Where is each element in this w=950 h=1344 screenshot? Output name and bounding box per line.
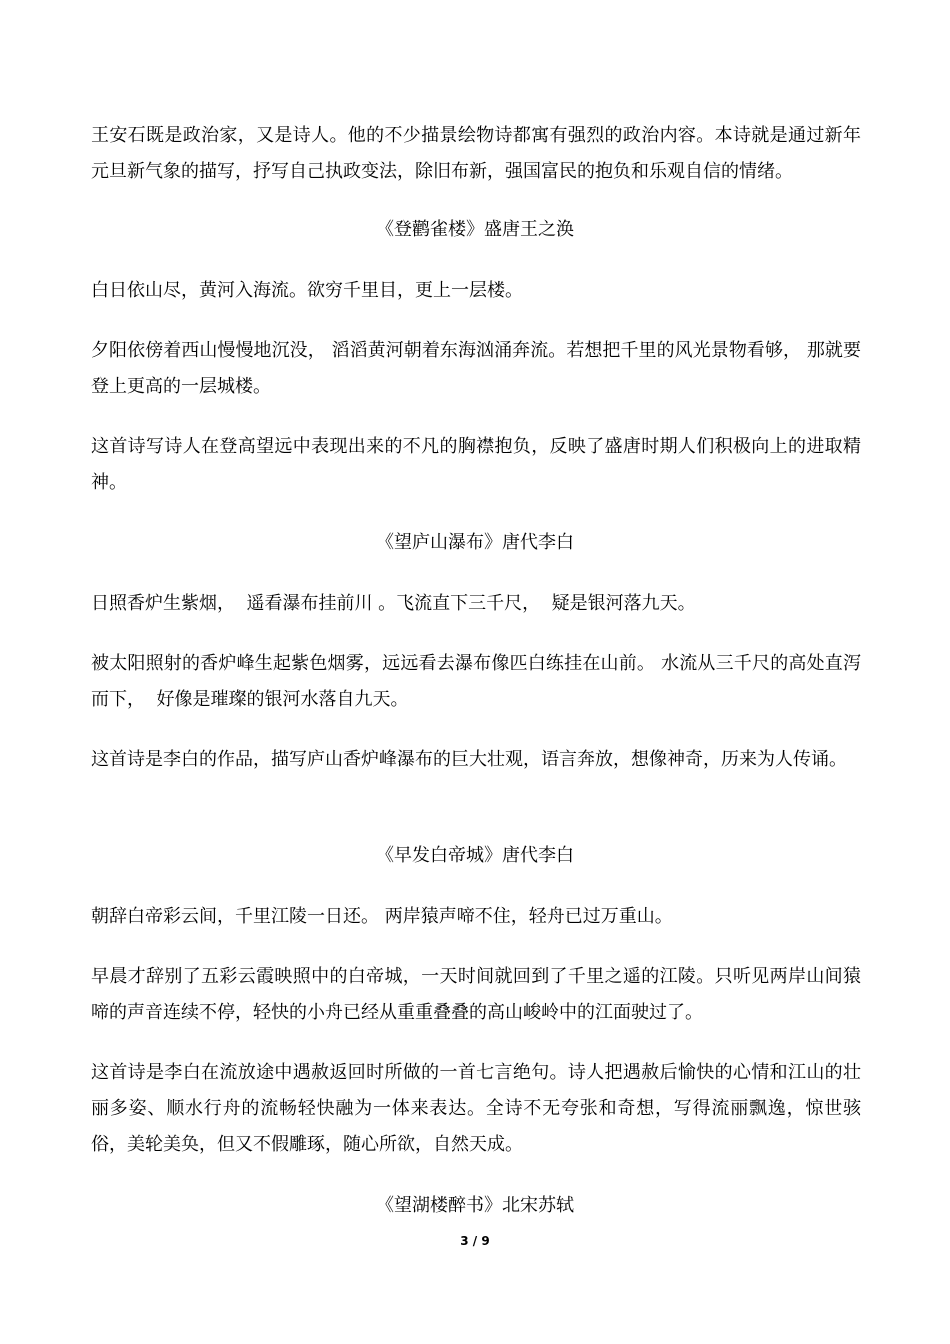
page-number: 3 / 9 [460,1234,490,1248]
poem-text-zao-fa-baidi-cheng: 朝辞白帝彩云间，千里江陵一日还。 两岸猿声啼不住，轻舟已过万重山。 [91,906,673,927]
commentary-deng-guanque-lou: 这首诗写诗人在登高望远中表现出来的不凡的胸襟抱负，反映了盛唐时期人们积极向上的进取精神。 [91,436,861,493]
poem-text-deng-guanque-lou: 白日依山尽，黄河入海流。欲穷千里目，更上一层楼。 [91,280,523,301]
commentary-wang-lushan-pubu: 这首诗是李白的作品，描写庐山香炉峰瀑布的巨大壮观，语言奔放，想像神奇，历来为人传诵。 [91,749,847,770]
poem-title-wang-lushan-pubu: 《望庐山瀑布》唐代李白 [376,532,574,553]
translation-deng-guanque-lou: 夕阳依傍着西山慢慢地沉没， 滔滔黄河朝着东海汹涌奔流。若想把千里的风光景物看够， 那就要登上更高的一层城楼。 [91,340,861,397]
commentary-zao-fa-baidi-cheng: 这首诗是李白在流放途中遇赦返回时所做的一首七言绝句。诗人把遇赦后愉快的心情和江山的壮丽多姿、顺水行舟的流畅轻快融为一体来表达。全诗不无夸张和奇想，写得流丽飘逸，惊世骇俗，美轮美奂，但又不假雕琢，随心所欲，自然天成。 [91,1062,861,1155]
poem-text-wang-lushan-pubu: 日照香炉生紫烟， 遥看瀑布挂前川 。飞流直下三千尺， 疑是银河落九天。 [91,593,696,614]
poem-title-deng-guanque-lou: 《登鹳雀楼》盛唐王之涣 [376,219,574,240]
poem-title-zao-fa-baidi-cheng: 《早发白帝城》唐代李白 [376,845,574,866]
poem-title-wanghu-lou-zuishu: 《望湖楼醉书》北宋苏轼 [376,1195,574,1216]
translation-zao-fa-baidi-cheng: 早晨才辞别了五彩云霞映照中的白帝城，一天时间就回到了千里之遥的江陵。只听见两岸山间猿啼的声音连续不停，轻快的小舟已经从重重叠叠的高山峻岭中的江面驶过了。 [91,966,861,1023]
paragraph-wang-anshi-commentary: 王安石既是政治家，又是诗人。他的不少描景绘物诗都寓有强烈的政治内容。本诗就是通过新年元旦新气象的描写，抒写自己执政变法，除旧布新，强国富民的抱负和乐观自信的情绪。 [91,125,861,182]
translation-wang-lushan-pubu: 被太阳照射的香炉峰生起紫色烟雾，远远看去瀑布像匹白练挂在山前。 水流从三千尺的高处直泻而下， 好像是璀璨的银河水落自九天。 [91,653,861,710]
